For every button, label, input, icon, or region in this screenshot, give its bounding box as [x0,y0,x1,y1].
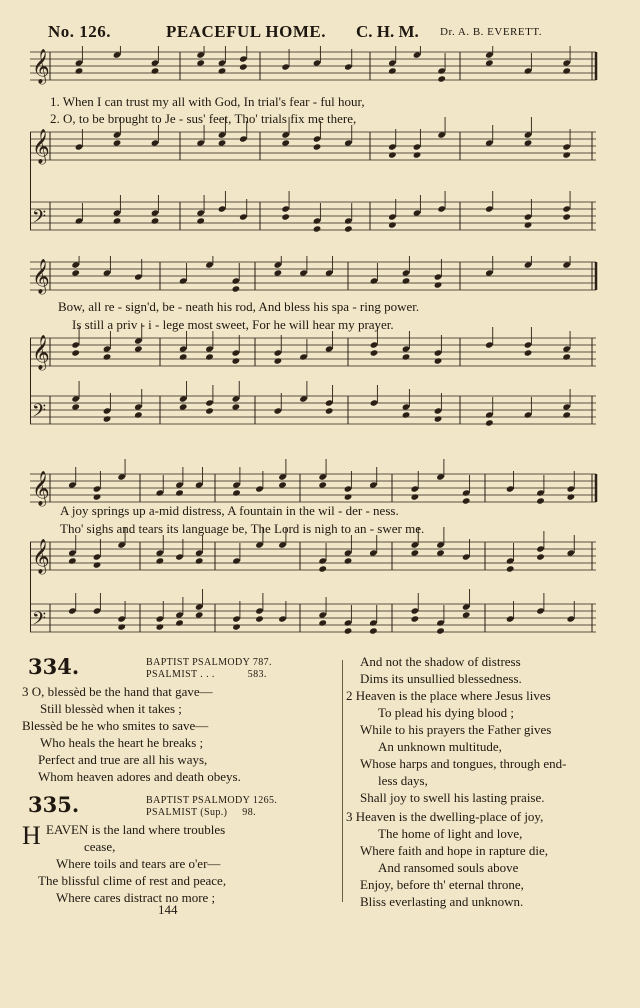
hymn-335-line: Where toils and tears are o'er— [56,856,221,871]
note-head [388,151,397,158]
music-system-2 [30,256,600,436]
right-column-line: Enjoy, before th' eternal throne, [360,877,524,892]
note-head [436,549,445,556]
note-head [175,489,184,496]
note-head [344,225,353,232]
note-head [562,67,571,74]
note-head [274,357,283,364]
note-head [151,217,160,224]
right-column-line: And ransomed souls above [378,860,519,875]
music-staves-1 [30,46,600,246]
note-head [434,415,443,422]
note-head [485,419,494,426]
right-column-line: Dims its unsullied blessedness. [360,671,522,686]
hymn-334-source-1: BAPTIST PSALMODY 787. [146,657,272,668]
treble-clef-icon: 𝄞 [32,335,50,370]
note-head [151,67,160,74]
hymn-number: No. 126. [48,22,112,41]
note-head [462,497,471,504]
note-head [562,411,571,418]
note-head [562,353,571,360]
note-head [524,349,533,356]
note-head [318,481,327,488]
right-column-line: 3 Heaven is the dwelling-place of joy, [346,809,544,824]
hymn-335-source-1: BAPTIST PSALMODY 1265. [146,795,278,806]
note-head [562,213,571,220]
note-head [281,139,290,146]
hymn-title: PEACEFUL HOME. [166,22,327,41]
note-head [205,353,214,360]
hymn-composer: Dr. A. B. EVERETT. [440,26,542,38]
hymn-334-line: Whom heaven adores and death obeys. [38,769,241,784]
hymn-335-number: 335. [28,792,80,817]
note-head [411,549,420,556]
note-head [113,139,122,146]
note-head [436,627,445,634]
hymn-334-line: Blessèd be he who smites to save— [22,718,209,733]
treble-clef-icon: 𝄞 [32,471,50,506]
note-head [175,619,184,626]
note-head [344,493,353,500]
note-head [103,415,112,422]
note-head [462,611,471,618]
hymn-334-line: Still blessèd when it takes ; [40,701,182,716]
note-head [524,139,533,146]
lyric-verse-2-line-1: 2. O, to be brought to Je - sus' feet, Tho' trials fix me there, [50,111,357,126]
note-head [524,221,533,228]
note-head [255,615,264,622]
note-head [402,353,411,360]
note-head [278,481,287,488]
note-head [134,345,143,352]
lyric-verse-1-line-2: Bow, all re - sign'd, be - neath his rod, And bless his spa - ring power. [58,299,420,314]
note-head [318,565,327,572]
note-head [411,615,420,622]
right-column-line: less days, [378,773,428,788]
note-head [179,353,188,360]
right-column-line: Bliss everlasting and unknown. [360,894,524,909]
note-head [179,403,188,410]
page-number: 144 [158,902,178,917]
note-head [71,269,80,276]
hymn-334-line: Who heals the heart he breaks ; [40,735,204,750]
note-head [434,357,443,364]
note-head [344,627,353,634]
note-head [411,493,420,500]
right-column-line: Shall joy to swell his lasting praise. [360,790,545,805]
music-staves-3 [30,458,600,648]
music-system-1 [30,46,600,246]
hymn-334-line: Perfect and true are all his ways, [38,752,208,767]
note-head [325,407,334,414]
note-head [562,151,571,158]
hymn-meter: C. H. M. [356,22,419,41]
right-column-line: The home of light and love, [378,826,523,841]
hymn-334-source-2: PSALMIST . . . 583. [146,669,267,680]
note-head [402,411,411,418]
note-head [103,353,112,360]
treble-clef-icon: 𝄞 [32,129,50,164]
note-head [68,557,77,564]
note-head [113,217,122,224]
note-head [117,623,126,630]
note-head [388,67,397,74]
music-staves-2 [30,256,600,436]
note-head [195,611,204,618]
right-column-line: Whose harps and tongues, through end- [360,756,567,771]
drop-cap: H [22,821,41,850]
note-head [318,619,327,626]
lyric-verse-2-line-2: Is still a priv - i - lege most sweet, For he will hear my prayer. [72,317,394,332]
note-head [93,493,102,500]
note-head [536,497,545,504]
note-head [536,553,545,560]
right-column-line: Where faith and hope in rapture die, [360,843,549,858]
right-column-line: And not the shadow of distress [360,654,521,669]
note-head [485,59,494,66]
note-head [232,357,241,364]
note-head [232,403,241,410]
music-system-3 [30,458,600,648]
lyric-verse-1-line-1: 1. When I can trust my all with God, In trial's fear - ful hour, [50,94,365,109]
note-head [71,403,80,410]
note-head [313,143,322,150]
bass-clef-icon: 𝄢 [32,207,47,232]
hymn-335-line: Where cares distract no more ; [56,890,216,905]
lyric-verse-1-line-3: A joy springs up a-mid distress, A fountain in the wil - der - ness. [60,503,399,518]
note-head [218,139,227,146]
note-head [369,627,378,634]
treble-clef-icon: 𝄞 [32,49,50,84]
note-head [313,225,322,232]
hymn-334-line: 3 O, blessèd be the hand that gave— [22,684,213,699]
bass-clef-icon: 𝄢 [32,401,47,426]
hymn-335-source-2: PSALMIST (Sup.) 98. [146,807,256,818]
note-head [205,407,214,414]
note-head [437,75,446,82]
note-head [195,557,204,564]
note-head [232,285,241,292]
note-head [218,67,227,74]
right-column-line: 2 Heaven is the place where Jesus lives [346,688,551,703]
note-head [402,277,411,284]
bass-clef-icon: 𝄢 [32,609,47,634]
treble-clef-icon: 𝄞 [32,259,50,294]
note-head [232,489,241,496]
note-head [281,213,290,220]
hymn-header [48,22,608,44]
note-head [156,557,165,564]
lyric-verse-2-line-3: Tho' sighs and tears its language be, The Lord is nigh to an - swer me. [60,521,425,536]
treble-clef-icon: 𝄞 [32,539,50,574]
note-head [196,217,205,224]
note-head [274,269,283,276]
note-head [344,557,353,564]
note-head [93,561,102,568]
note-head [156,623,165,630]
note-head [506,565,515,572]
note-head [71,349,80,356]
note-head [232,623,241,630]
hymn-334-number: 334. [28,654,80,679]
right-column-line: An unknown multitude, [378,739,502,754]
note-head [413,151,422,158]
note-head [75,67,84,74]
note-head [370,349,379,356]
right-column-line: To plead his dying blood ; [378,705,514,720]
note-head [239,63,248,70]
note-head [134,411,143,418]
right-column-line: While to his prayers the Father gives [360,722,552,737]
note-head [196,59,205,66]
note-head [434,281,443,288]
note-head [388,221,397,228]
note-head [567,493,576,500]
column-divider [342,660,343,902]
hymn-335-line: EAVEN is the land where troubles [46,822,226,837]
hymn-335-line: The blissful clime of rest and peace, [38,873,227,888]
hymn-335-line: cease, [84,839,116,854]
